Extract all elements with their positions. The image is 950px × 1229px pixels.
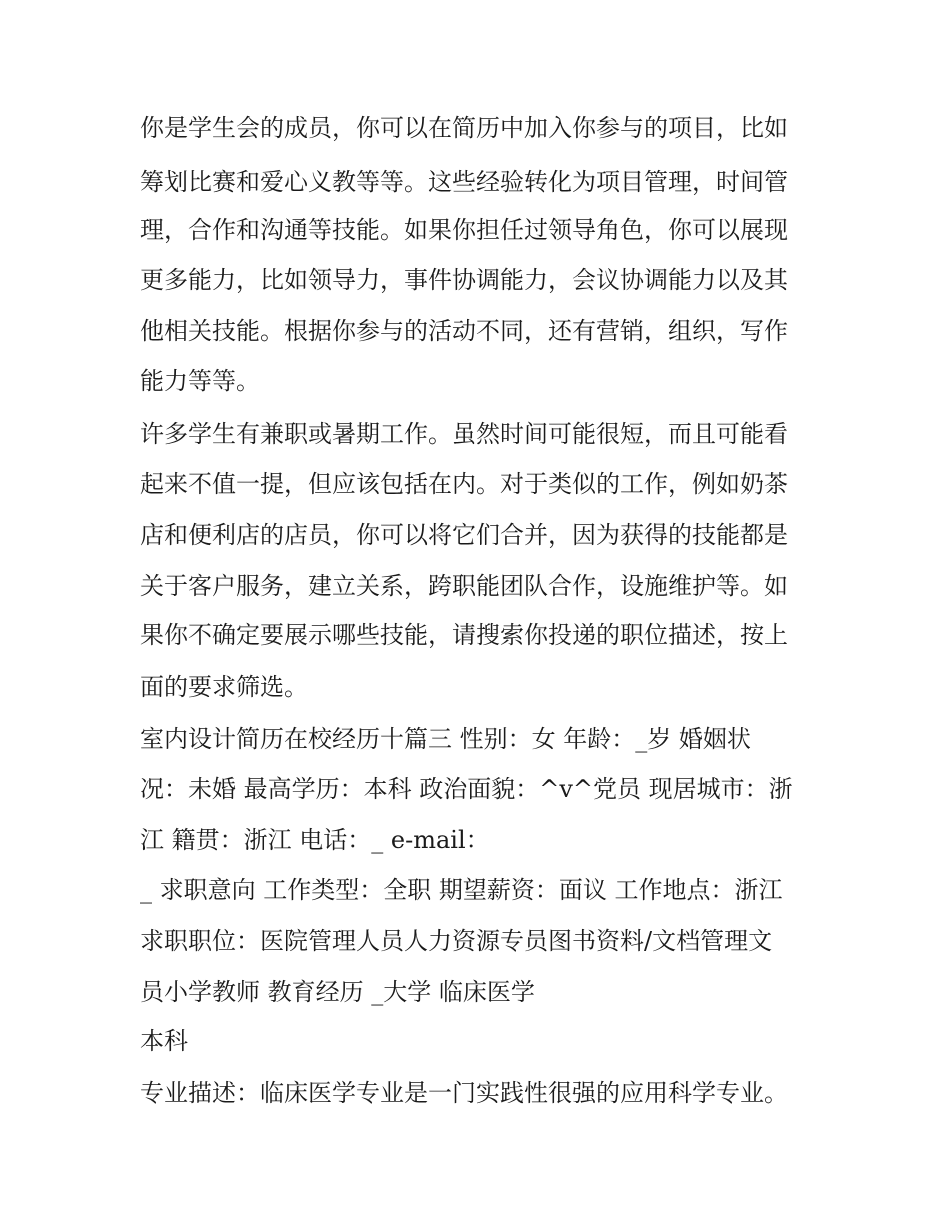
text-line: 室内设计简历在校经历十篇三 性别：女 年龄：_岁 婚姻状: [140, 725, 751, 753]
text-line: 理，合作和沟通等技能。如果你担任过领导角色，你可以展现: [140, 216, 788, 244]
text-line: 关于客户服务，建立关系，跨职能团队合作，设施维护等。如: [140, 572, 788, 600]
text-line: 江 籍贯：浙江 电话：_ e-mail：: [140, 826, 490, 854]
text-line: 他相关技能。根据你参与的活动不同，还有营销，组织，写作: [140, 317, 788, 345]
text-line: 况：未婚 最高学历：本科 政治面貌：^v^党员 现居城市：浙: [140, 775, 793, 803]
text-line: 果你不确定要展示哪些技能，请搜索你投递的职位描述，按上: [140, 621, 788, 649]
text-line: 能力等等。: [140, 367, 260, 395]
text-line: 更多能力，比如领导力，事件协调能力，会议协调能力以及其: [140, 266, 788, 294]
text-line: 面的要求筛选。: [140, 673, 308, 701]
text-line: 员小学教师 教育经历 _大学 临床医学: [140, 978, 535, 1006]
text-line: 专业描述：临床医学专业是一门实践性很强的应用科学专业。: [140, 1079, 788, 1107]
text-line: 本科: [140, 1027, 188, 1055]
text-line: 许多学生有兼职或暑期工作。虽然时间可能很短，而且可能看: [140, 420, 788, 448]
text-line: 店和便利店的店员，你可以将它们合并，因为获得的技能都是: [140, 521, 788, 549]
text-line: 你是学生会的成员，你可以在简历中加入你参与的项目，比如: [140, 114, 788, 142]
text-line: 筹划比赛和爱心义教等等。这些经验转化为项目管理，时间管: [140, 168, 788, 196]
text-line: _ 求职意向 工作类型：全职 期望薪资：面议 工作地点：浙江: [140, 876, 783, 904]
text-line: 起来不值一提，但应该包括在内。对于类似的工作，例如奶茶: [140, 470, 788, 498]
text-line: 求职职位：医院管理人员人力资源专员图书资料/文档管理文: [140, 927, 773, 955]
